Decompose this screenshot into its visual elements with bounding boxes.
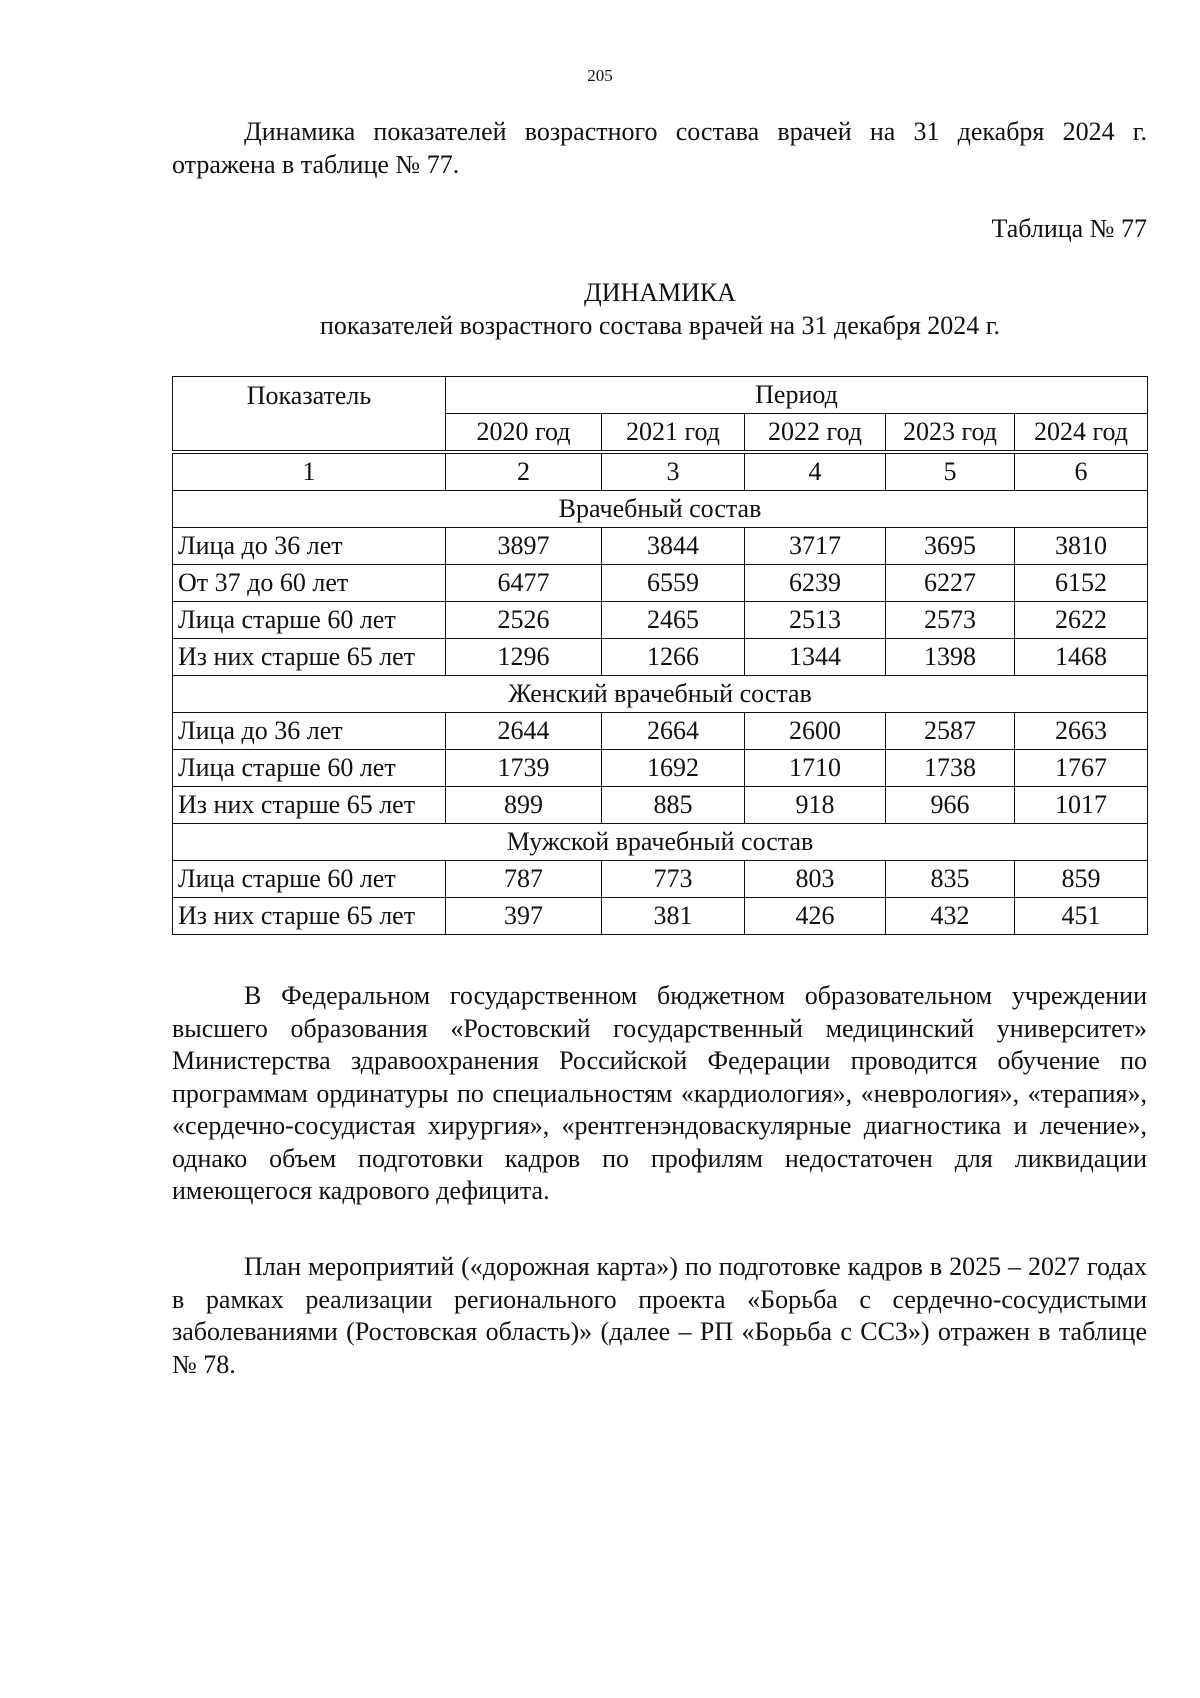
cell-value: 1739 [446,750,602,787]
row-label: Лица до 36 лет [173,713,446,750]
cell-value: 1344 [745,639,886,676]
cell-value: 918 [745,787,886,824]
row-label: Из них старше 65 лет [173,787,446,824]
column-number: 5 [886,452,1015,491]
column-number: 1 [173,452,446,491]
column-number-row [173,452,1148,491]
cell-value: 6559 [602,565,745,602]
cell-value: 1738 [886,750,1015,787]
cell-value: 6239 [745,565,886,602]
cell-value: 787 [446,861,602,898]
header-indicator: Показатель [173,377,446,453]
table-row [173,565,1148,602]
intro-paragraph: Динамика показателей возрастного состава врачей на 31 декабря 2024 г. отражена в таблице № 77. [172,117,1147,179]
cell-value: 2587 [886,713,1015,750]
table-row [173,750,1148,787]
header-year: 2023 год [886,414,1015,453]
cell-value: 1468 [1015,639,1148,676]
cell-value: 6227 [886,565,1015,602]
row-label: Лица старше 60 лет [173,602,446,639]
table-row [173,528,1148,565]
cell-value: 1017 [1015,787,1148,824]
column-number: 6 [1015,452,1148,491]
cell-value: 426 [745,898,886,935]
table-row [173,639,1148,676]
column-number: 2 [446,452,602,491]
cell-value: 2622 [1015,602,1148,639]
header-year: 2020 год [446,414,602,453]
table-title: ДИНАМИКА [583,278,737,307]
row-label: Из них старше 65 лет [173,898,446,935]
cell-value: 1692 [602,750,745,787]
cell-value: 3810 [1015,528,1148,565]
column-number: 3 [602,452,745,491]
row-label: От 37 до 60 лет [173,565,446,602]
section-title: Врачебный состав [173,491,1148,528]
section-row [173,824,1148,861]
cell-value: 3897 [446,528,602,565]
cell-value: 1398 [886,639,1015,676]
cell-value: 3717 [745,528,886,565]
header-year: 2024 год [1015,414,1148,453]
cell-value: 1266 [602,639,745,676]
section-title: Мужской врачебный состав [173,824,1148,861]
cell-value: 397 [446,898,602,935]
cell-value: 2663 [1015,713,1148,750]
cell-value: 432 [886,898,1015,935]
cell-value: 6477 [446,565,602,602]
cell-value: 966 [886,787,1015,824]
cell-value: 6152 [1015,565,1148,602]
table-row [173,861,1148,898]
row-label: Лица старше 60 лет [173,861,446,898]
body-paragraph-roadmap: План мероприятий («дорожная карта») по подготовке кадров в 2025 – 2027 годах в рамках реализации регионального проекта «Борьба с сердечно-сосудистыми заболеваниями (Ростовская область)» (далее – РП «Борьба с ССЗ») отражен в таблице № 78. [172,1252,1147,1379]
cell-value: 3695 [886,528,1015,565]
table-row [173,898,1148,935]
header-year: 2022 год [745,414,886,453]
cell-value: 1767 [1015,750,1148,787]
section-row [173,491,1148,528]
row-label: Лица до 36 лет [173,528,446,565]
header-period: Период [446,377,1148,414]
cell-value: 2513 [745,602,886,639]
age-composition-table [172,376,1148,935]
cell-value: 1710 [745,750,886,787]
cell-value: 2664 [602,713,745,750]
cell-value: 2573 [886,602,1015,639]
table-row [173,713,1148,750]
cell-value: 885 [602,787,745,824]
cell-value: 859 [1015,861,1148,898]
body-paragraph-university: В Федеральном государственном бюджетном образовательном учреждении высшего образования «Ростовский государственный медицинский университет» Министерства здравоохранения Российской Федерации проводится обучение по программам ординатуры по специальностям «кардиология», «неврология», «терапия», «сердечно-сосудистая хирургия», «рентгенэндоваскулярные диагностика и лечение», однако объем подготовки кадров по профилям недостаточен для ликвидации имеющегося кадрового дефицита. [172,981,1147,1205]
cell-value: 2465 [602,602,745,639]
page-number: 205 [587,66,613,85]
section-title: Женский врачебный состав [173,676,1148,713]
row-label: Лица старше 60 лет [173,750,446,787]
row-label: Из них старше 65 лет [173,639,446,676]
table-row [173,787,1148,824]
cell-value: 2526 [446,602,602,639]
cell-value: 803 [745,861,886,898]
header-year: 2021 год [602,414,745,453]
cell-value: 381 [602,898,745,935]
cell-value: 835 [886,861,1015,898]
cell-value: 3844 [602,528,745,565]
cell-value: 773 [602,861,745,898]
table-subtitle: показателей возрастного состава врачей на 31 декабря 2024 г. [319,311,1001,340]
cell-value: 2644 [446,713,602,750]
cell-value: 2600 [745,713,886,750]
column-number: 4 [745,452,886,491]
section-row [173,676,1148,713]
cell-value: 1296 [446,639,602,676]
cell-value: 451 [1015,898,1148,935]
cell-value: 899 [446,787,602,824]
table-row [173,602,1148,639]
table-caption: Таблица № 77 [991,214,1147,243]
